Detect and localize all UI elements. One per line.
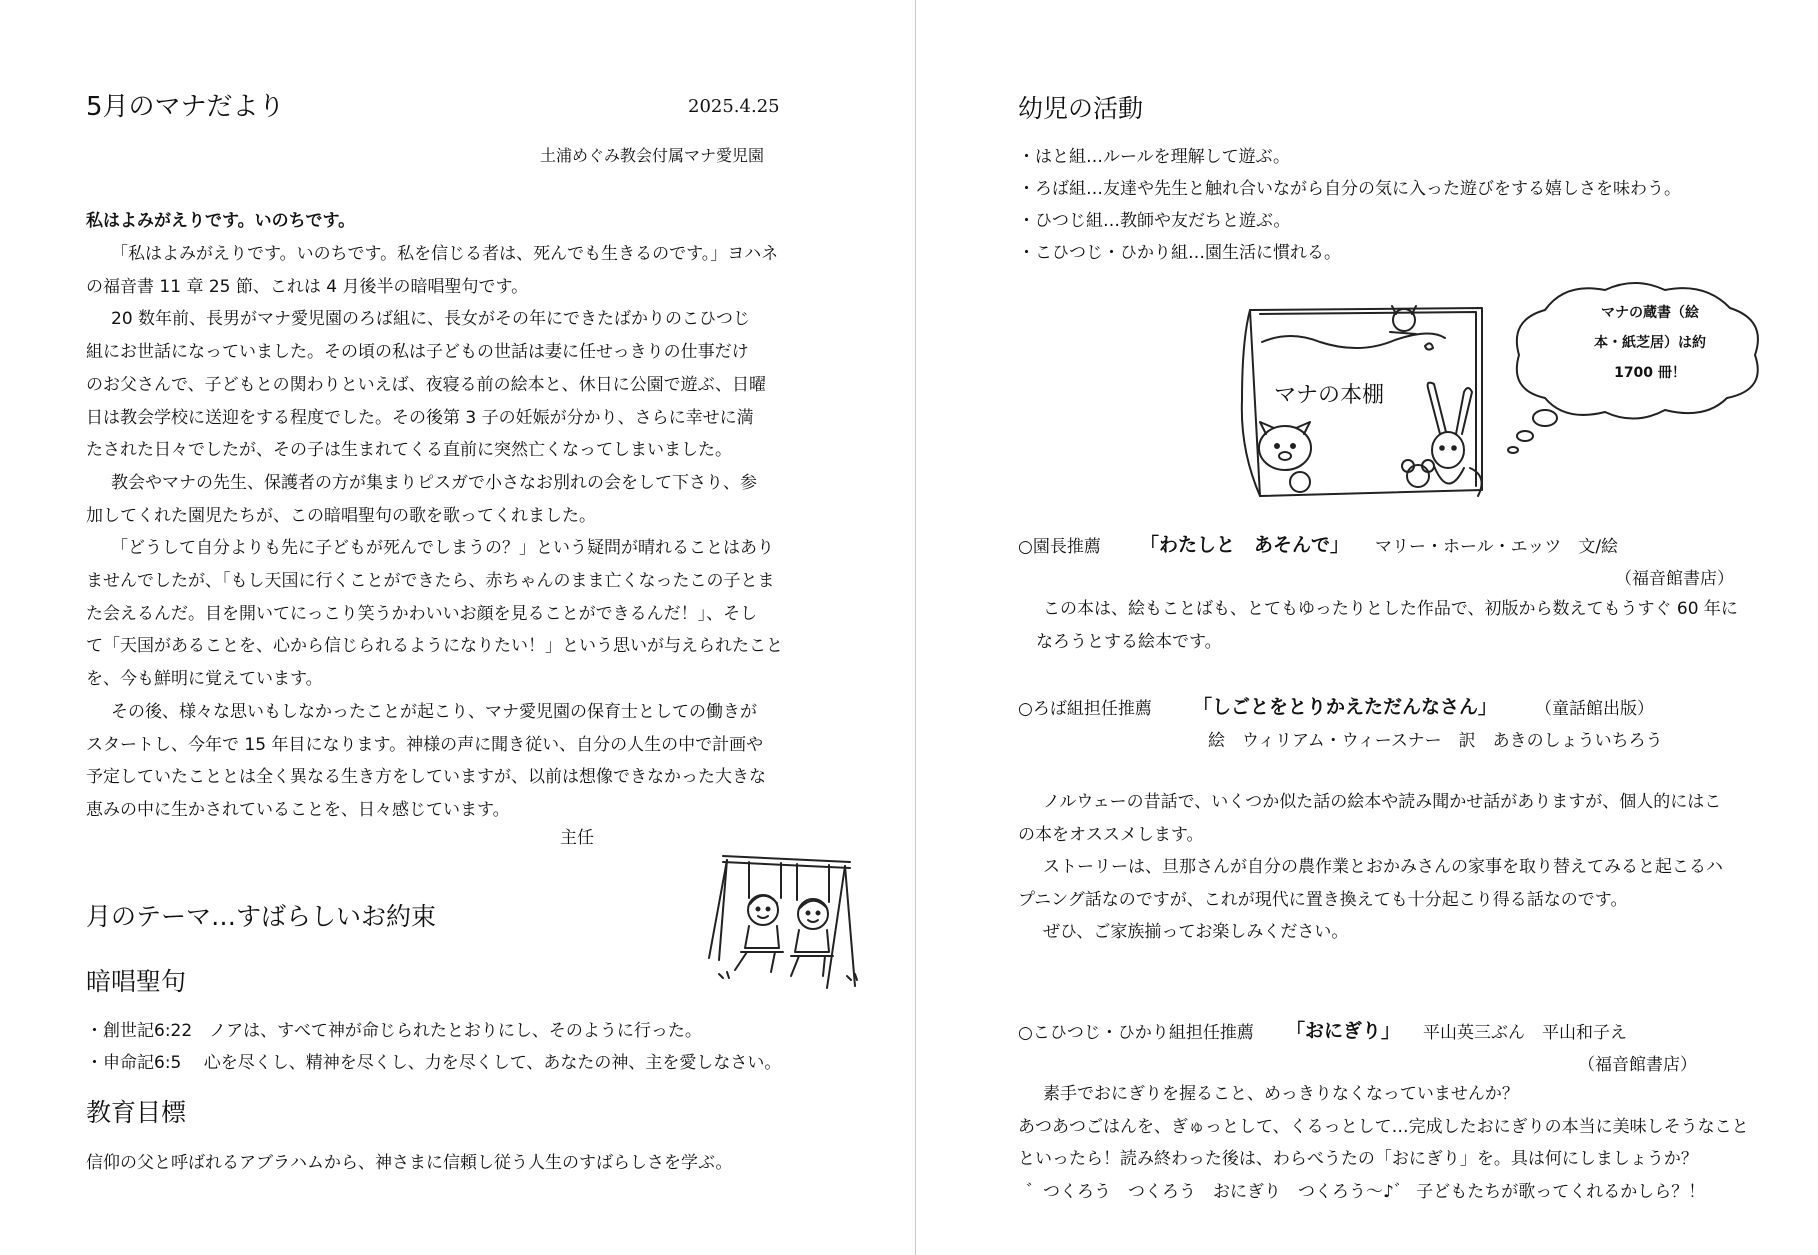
letter-line: ませんでしたが、「もし天国に行くことができたら、赤ちゃんのまま亡くなったこの子とま [86,571,775,592]
director-letter [86,238,816,827]
letter-line: 組にお世話になっていました。その頃の私は子どもの世話は妻に任せっきりの仕事だけ [86,342,749,363]
activity-item: ・こひつじ・ひかり組…園生活に慣れる。 [1018,243,1341,263]
book3-desc-line: あつあつごはんを、ぎゅっとして、くるっとして…完成したおにぎりの本当に美味しそうなこと [1018,1116,1749,1137]
memory-verse-2: ・申命記6:5 心を尽くし、精神を尽くし、力を尽くして、あなたの神、主を愛しなさい。 [86,1053,782,1073]
book2-desc-line: ノルウェーの昔話で、いくつか似た話の絵本や読み聞かせ話がありますが、個人的にはこ [1043,792,1722,812]
letter-signature: 主任 [560,828,594,848]
book3-publisher: （福音館書店） [1578,1055,1697,1075]
memory-verse-1: ・創世記6:22 ノアは、すべて神が命じられたとおりにし、そのように行った。 [86,1021,702,1041]
book3-description [1018,1078,1758,1208]
newsletter-title: 5月のマナだより [86,92,285,122]
letter-line: 「どうして自分よりも先に子どもが死んでしまうの？」という疑問が晴れることはあり [111,538,774,559]
letter-line: 日は教会学校に送迎をする程度でした。その後第 3 子の妊娠が分かり、さらに幸せに満 [86,407,754,428]
book2-title: 「しごとをとりかえただんなさん」 [1193,696,1498,718]
letter-line: た会えるんだ。目を開いてにっこり笑うかわいいお顔を見ることができるんだ！」、そし [86,603,758,624]
book3-desc-line: といったら！読み終わった後は、わらべうたの「おにぎり」を。具は何にしましょうか？ [1018,1149,1698,1169]
book2-recommender: ○ろば組担任推薦 [1018,699,1152,719]
book2-desc-line: ストーリーは、旦那さんが自分の農作業とおかみさんの家事を取り替えてみると起こるハ [1043,857,1723,877]
activities-heading: 幼児の活動 [1018,94,1144,123]
book1-title: 「わたしと あそんで」 [1140,534,1350,556]
memory-verse-heading: 暗唱聖句 [86,967,187,996]
book1-author: マリー・ホール・エッツ 文/絵 [1375,537,1619,557]
letter-line: 加してくれた園児たちが、この暗唱聖句の歌を歌ってくれました。 [86,505,596,526]
swing-illustration-icon [705,848,870,993]
letter-line: 予定していたこととは全く異なる生き方をしていますが、以前は想像できなかった大きな [86,767,766,788]
education-goal-text: 信仰の父と呼ばれるアブラハムから、神さまに信頼し従う人生のすばらしさを学ぶ。 [86,1153,733,1173]
monthly-theme: 月のテーマ…すばらしいお約束 [86,902,437,931]
letter-line: たされた日々でしたが、その子は生まれてくる直前に突然亡くなってしまいました。 [86,440,732,461]
bubble-line: 1700 冊！ [1614,365,1686,381]
letter-line: その後、様々な思いもしなかったことが起こり、マナ愛児園の保育士としての働きが [111,701,757,722]
book2-credits: 絵 ウィリアム・ウィースナー 訳 あきのしょういちろう [1208,731,1663,751]
book1-desc-line: この本は、絵もことばも、とてもゆったりとした作品で、初版から数えてもうすぐ 60 年に [1043,599,1738,619]
book2-desc-line: プニング話なのですが、これが現代に置き換えても十分起こり得る話なのです。 [1018,889,1628,910]
letter-heading: 私はよみがえりです。いのちです。 [86,211,356,231]
book3-desc-line: 素手でおにぎりを握ること、めっきりなくなっていませんか？ [1043,1084,1519,1104]
letter-line: の福音書 11 章 25 節、これは 4 月後半の暗唱聖句です。 [86,276,529,297]
book3-recommender: ○こひつじ・ひかり組担任推薦 [1018,1023,1254,1043]
organization-name: 土浦めぐみ教会付属マナ愛児園 [540,146,765,165]
letter-line: のお父さんで、子どもとの関わりといえば、夜寝る前の絵本と、休日に公園で遊ぶ、日曜 [86,374,766,395]
book2-desc-line: の本をオススメします。 [1018,824,1204,845]
issue-date: 2025.4.25 [688,96,780,117]
letter-line: 教会やマナの先生、保護者の方が集まりピスガで小さなお別れの会をして下さり、参 [111,472,757,493]
book1-description [1018,593,1758,658]
bubble-line: マナの蔵書（絵 [1601,305,1699,321]
book1-publisher: （福音館書店） [1615,569,1734,589]
book1-desc-line: なろうとする絵本です。 [1036,631,1222,652]
bubble-text [1570,298,1730,388]
book3-title: 「おにぎり」 [1286,1020,1401,1042]
activity-item: ・ひつじ組…教師や友だちと遊ぶ。 [1018,211,1291,231]
book3-author: 平山英三ぶん 平山和子え [1423,1023,1627,1043]
bubble-line: 本・紙芝居）は約 [1594,335,1706,351]
book1-recommender: ○園長推薦 [1018,537,1101,557]
letter-line: 「私はよみがえりです。いのちです。私を信じる者は、死んでも生きるのです。」ヨハネ [111,244,779,264]
page-divider [915,0,916,1255]
book2-publisher: （童話館出版） [1535,699,1654,719]
letter-line: スタートし、今年で 15 年目になります。神様の声に聞き従い、自分の人生の中で計画や [86,734,764,755]
letter-line: 20 数年前、長男がマナ愛児園のろば組に、長女がその年にできたばかりのこひつじ [111,309,751,330]
activity-item: ・ろば組…友達や先生と触れ合いながら自分の気に入った遊びをする嬉しさを味わう。 [1018,179,1681,199]
letter-line: 恵みの中に生かされていることを、日々感じています。 [86,799,510,820]
bookshelf-label: マナの本棚 [1274,383,1385,408]
book2-description [1018,786,1758,949]
letter-line: を、今も鮮明に覚えています。 [86,669,323,690]
education-goal-heading: 教育目標 [86,1098,187,1127]
book2-desc-line: ぜひ、ご家族揃ってお楽しみください。 [1043,922,1349,942]
activity-item: ・はと組…ルールを理解して遊ぶ。 [1018,147,1290,167]
book3-desc-line: ゛つくろう つくろう おにぎり つくろう～♪゛ 子どもたちが歌ってくれるかしら？！ [1026,1181,1706,1202]
letter-line: て「天国があることを、心から信じられるようになりたい！」という思いが与えられたこと [86,636,783,657]
